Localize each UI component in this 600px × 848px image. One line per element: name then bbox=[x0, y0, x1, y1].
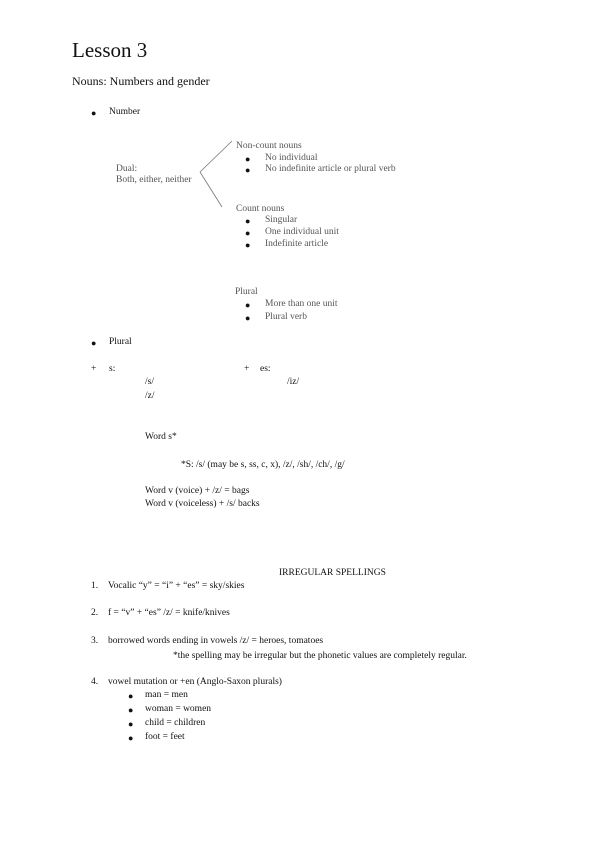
s-rule-label: s: bbox=[109, 364, 116, 374]
plural-box-item: More than one unit bbox=[265, 299, 338, 309]
bullet: ● bbox=[245, 216, 251, 226]
bullet: ● bbox=[128, 719, 134, 729]
mutation-example: man = men bbox=[145, 690, 188, 700]
plural-box-title: Plural bbox=[235, 287, 258, 297]
s-rule-form: /s/ bbox=[145, 377, 154, 387]
bullet: ● bbox=[91, 338, 97, 348]
irregular-item: borrowed words ending in vowels /z/ = heroes, tomatoes bbox=[108, 636, 324, 646]
list-number: 3. bbox=[91, 636, 99, 646]
noncount-item: No indefinite article or plural verb bbox=[265, 164, 396, 174]
connector-lower bbox=[200, 172, 222, 207]
connector-upper bbox=[200, 141, 232, 172]
mutation-example: foot = feet bbox=[145, 732, 185, 742]
bullet: ● bbox=[245, 240, 251, 250]
es-rule-label: es: bbox=[260, 364, 271, 374]
plus-marker: + bbox=[91, 364, 97, 374]
bullet: ● bbox=[245, 300, 251, 310]
es-rule-form: /iz/ bbox=[287, 377, 300, 387]
section-plural-heading: Plural bbox=[109, 337, 132, 347]
plus-marker: + bbox=[244, 364, 250, 374]
word-voiceless-rule: Word v (voiceless) + /s/ backs bbox=[145, 499, 260, 509]
irregular-heading: IRREGULAR SPELLINGS bbox=[279, 568, 386, 578]
page-subtitle: Nouns: Numbers and gender bbox=[72, 74, 210, 88]
dual-label: Dual: bbox=[116, 164, 138, 174]
irregular-item: f = “v” + “es” /z/ = knife/knives bbox=[108, 608, 230, 618]
list-number: 2. bbox=[91, 608, 99, 618]
list-number: 4. bbox=[91, 677, 99, 687]
page-title: Lesson 3 bbox=[72, 38, 148, 62]
section-number-heading: Number bbox=[109, 107, 141, 117]
bullet: ● bbox=[91, 108, 97, 118]
plural-box-item: Plural verb bbox=[265, 312, 307, 322]
mutation-example: woman = women bbox=[145, 704, 212, 714]
irregular-item: Vocalic “y” = “i” + “es” = sky/skies bbox=[108, 581, 245, 591]
list-number: 1. bbox=[91, 581, 99, 591]
bullet: ● bbox=[128, 705, 134, 715]
noncount-item: No individual bbox=[265, 153, 318, 163]
s-rule-form: /z/ bbox=[145, 391, 155, 401]
word-voice-rule: Word v (voice) + /z/ = bags bbox=[145, 486, 250, 496]
irregular-item: vowel mutation or +en (Anglo-Saxon plurals) bbox=[108, 677, 282, 687]
words-s-label: Word s* bbox=[145, 432, 177, 442]
bullet: ● bbox=[245, 154, 251, 164]
bullet: ● bbox=[245, 313, 251, 323]
count-title: Count nouns bbox=[236, 204, 285, 214]
s-footnote: *S: /s/ (may be s, ss, c, x), /z/, /sh/, /ch/, /g/ bbox=[181, 460, 345, 470]
noncount-title: Non-count nouns bbox=[236, 141, 302, 151]
bullet: ● bbox=[245, 165, 251, 175]
bullet: ● bbox=[128, 691, 134, 701]
mutation-example: child = children bbox=[145, 718, 206, 728]
count-item: Indefinite article bbox=[265, 239, 329, 249]
dual-examples: Both, either, neither bbox=[116, 175, 192, 185]
count-item: Singular bbox=[265, 215, 298, 225]
irregular-note: *the spelling may be irregular but the phonetic values are completely regular. bbox=[173, 651, 467, 661]
bullet: ● bbox=[128, 733, 134, 743]
bullet: ● bbox=[245, 228, 251, 238]
count-item: One individual unit bbox=[265, 227, 339, 237]
